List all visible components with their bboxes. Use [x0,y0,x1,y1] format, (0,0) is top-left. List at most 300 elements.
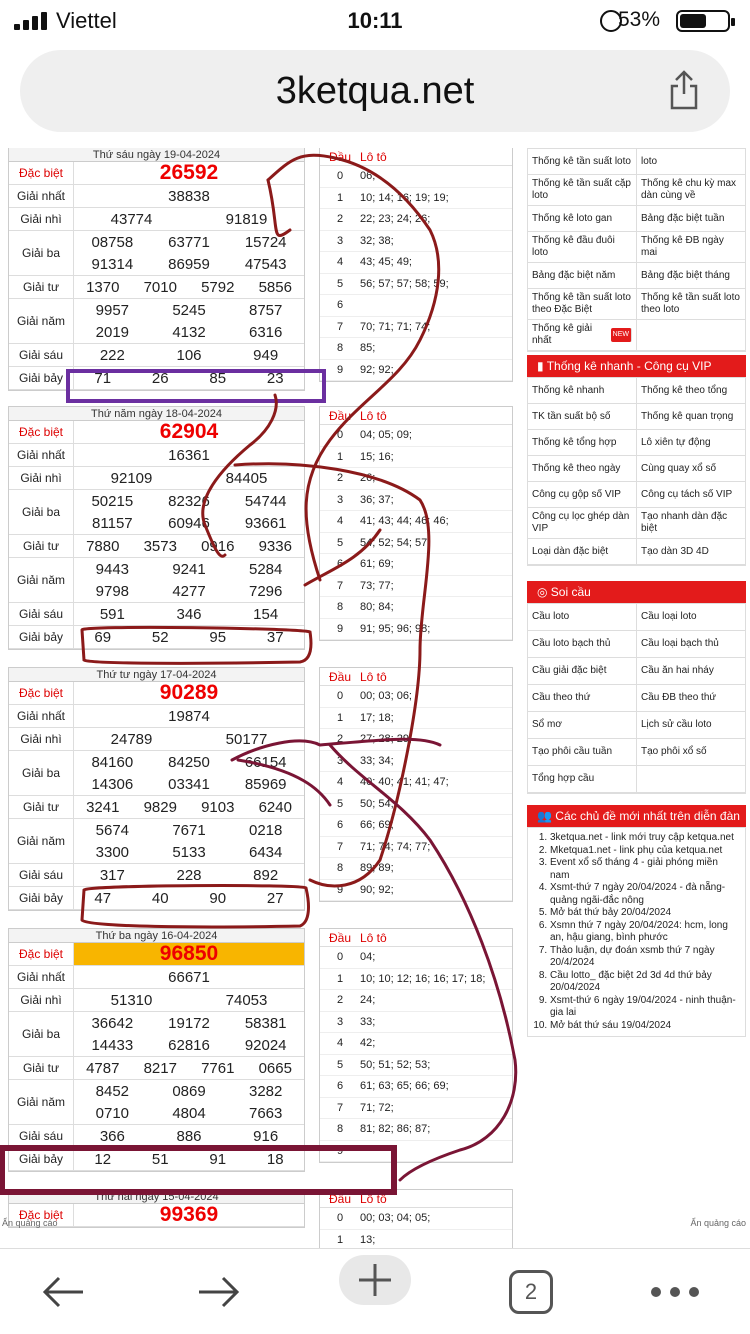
loto-row [320,511,512,533]
tabs-count: 2 [509,1270,553,1314]
loto-values: 36; 37; [360,493,394,506]
sidebar-link[interactable]: Cùng quay xổ số [641,462,717,474]
sidebar-link[interactable]: Cầu theo thứ [528,685,637,711]
vip-link-grid [527,377,746,566]
sidebar-link[interactable]: Thống kê tần suất loto theo loto [641,292,740,315]
loto-row [320,360,512,382]
prize-number: 66154 [244,753,287,771]
loto-row [320,597,512,619]
loto-values: 66; 69; [360,819,394,832]
result-date: Thứ năm ngày 18-04-2024 [9,407,304,421]
prize-number: 90 [209,889,227,907]
dau-digit: 9 [336,622,344,635]
dau-digit: 5 [336,277,344,290]
prize-label: Giải nhì [9,208,74,230]
prize-number: 19172 [168,1014,210,1032]
dau-digit: 6 [336,299,344,312]
prize-row [9,1125,304,1148]
prize-number: 85969 [244,775,287,793]
prize-row [9,819,304,864]
prize-row [9,796,304,819]
loto-row [320,1055,512,1077]
forum-topic[interactable]: 8. Cầu lotto_ đặc biệt 2d 3d 4d thứ bảy 20/04/2024 [550,970,739,995]
prize-number: 91819 [225,210,268,228]
prize-number: 51310 [110,991,153,1009]
sidebar-link[interactable]: Lô xiên tự động [641,436,711,448]
prize-number: 7880 [86,537,120,555]
loto-values: 00; 03; 06; [360,690,412,703]
prize-number: 366 [99,1127,125,1145]
prize-number: 9798 [95,582,130,600]
prize-label: Giải nhì [9,467,74,489]
loto-values: 22; 23; 24; 26; [360,213,431,226]
sidebar-link[interactable]: Thống kê tần suất loto theo Đặc Biệt [528,289,637,319]
loto-values: 27; 28; 29; [360,733,412,746]
prize-number: 96850 [159,942,219,965]
prize-number: 317 [99,866,125,884]
prize-number: 9443 [95,560,130,578]
loto-values: 91; 95; 96; 98; [360,622,431,635]
sidebar-link[interactable]: Cầu ĐB theo thứ [641,692,717,703]
loto-row [320,274,512,296]
sidebar-link[interactable]: Cầu loại bạch thủ [641,638,719,649]
loto-row [320,554,512,576]
dau-digit: 5 [336,1058,344,1071]
prize-number: 51 [151,1150,169,1168]
sidebar-link[interactable]: Tạo dàn 3D 4D [641,545,709,557]
prize-number: 5284 [248,560,283,578]
prize-number: 38838 [168,187,210,205]
prize-number: 03341 [168,775,210,793]
loto-row [320,468,512,490]
prize-row [9,162,304,185]
sidebar-link[interactable]: Cầu ăn hai nháy [641,665,714,676]
prize-row [9,989,304,1012]
sidebar-link[interactable]: Bảng đặc biệt năm [528,263,637,288]
forum-topic[interactable]: 4. Xsmt-thứ 7 ngày 20/04/2024 - đà nẵng-quảng ngãi-đắc nông [550,882,739,907]
prize-number: 0710 [95,1104,130,1122]
prize-number: 154 [253,605,279,623]
prize-label: Giải năm [9,299,74,343]
loto-row [320,969,512,991]
prize-number: 4804 [172,1104,206,1122]
prize-number: 74053 [225,991,268,1009]
sidebar-link[interactable]: Thống kê ĐB ngày mai [641,235,724,258]
forum-topic[interactable]: 1. 3ketqua.net - link mới truy cập ketqua.net [550,832,739,845]
sidebar-link[interactable]: Tạo phôi cầu tuần [528,739,637,765]
loto-row [320,619,512,641]
sidebar-link[interactable]: Thống kê theo ngày [528,456,637,481]
prize-label: Giải bảy [9,626,74,648]
forum-topic[interactable]: 5. Mở bát thứ bảy 20/04/2024 [550,907,739,920]
back-button[interactable] [38,1267,88,1317]
prize-number: 2019 [95,323,130,341]
dau-digit: 2 [336,472,344,485]
prize-number: 93661 [244,514,287,532]
sidebar-link[interactable]: Cầu giải đặc biệt [528,658,637,684]
dau-digit: 4 [336,515,344,528]
prize-number: 62816 [168,1036,210,1054]
dau-digit: 2 [336,213,344,226]
prize-row [9,1148,304,1171]
loto-table [319,148,513,382]
dau-digit: 3 [336,234,344,247]
dau-digit: 4 [336,1037,344,1050]
loto-values: 15; 16; [360,450,394,463]
new-tab-button[interactable] [339,1255,411,1305]
dau-digit: 0 [336,951,344,964]
dau-digit: 7 [336,320,344,333]
prize-label: Giải ba [9,490,74,534]
loto-values: 04; [360,951,376,964]
sidebar-link[interactable]: Thống kê loto gan [528,206,637,231]
sidebar-link[interactable]: Thống kê theo tổng [641,384,728,396]
loto-header: Lô tô [360,670,387,684]
dau-digit: 9 [336,363,344,376]
prize-row [9,943,304,966]
loto-row [320,1230,512,1249]
prize-number: 40 [151,889,169,907]
dau-header: Đầu [328,670,351,684]
url-text: 3ketqua.net [275,70,475,112]
prize-row [9,1012,304,1057]
arrow-left-icon [39,1272,87,1312]
result-table [8,928,305,1172]
loto-row [320,252,512,274]
loto-values: 33; [360,1015,376,1028]
prize-row [9,208,304,231]
prize-number: 4787 [86,1059,120,1077]
loto-values: 32; 38; [360,234,394,247]
sidebar-link[interactable]: TK tần suất bộ số [528,404,637,429]
loto-row [320,425,512,447]
prize-number: 47543 [244,255,287,273]
prize-number: 6240 [258,798,292,816]
prize-number: 8452 [95,1082,130,1100]
prize-number: 82326 [168,492,210,510]
sidebar-link[interactable]: Bảng đặc biệt tuần [641,212,725,224]
sidebar-link[interactable]: Cầu loto bạch thủ [528,631,637,657]
forum-section-title: 👥 Các chủ đề mới nhất trên diễn đàn [527,805,746,827]
prize-row [9,444,304,467]
prize-number: 6434 [248,843,283,861]
address-bar[interactable] [20,50,730,132]
dau-digit: 9 [336,883,344,896]
dau-digit: 7 [336,1101,344,1114]
sidebar-link[interactable]: Thống kê giải nhất NEW [528,320,637,350]
loto-row [320,338,512,360]
prize-number: 9103 [201,798,235,816]
stats-link-grid [527,148,746,352]
loto-row [320,947,512,969]
prize-number: 92109 [110,469,153,487]
sidebar-link[interactable]: Thống kê nhanh [528,378,637,403]
loto-values: 04; 05; 09; [360,429,412,442]
prize-number: 0869 [172,1082,206,1100]
prize-number: 346 [176,605,202,623]
loto-values: 71; 72; [360,1101,394,1114]
prize-row [9,751,304,796]
loto-row [320,772,512,794]
forum-topic[interactable]: 7. Thảo luận, dự đoán xsmb thứ 7 ngày 20/4/2024 [550,945,739,970]
dau-digit: 6 [336,819,344,832]
sidebar-link[interactable] [637,766,745,792]
sidebar-link[interactable]: loto [641,155,658,167]
prize-row [9,344,304,367]
prize-label: Giải năm [9,1080,74,1124]
dau-digit: 4 [336,256,344,269]
more-button[interactable] [645,1267,705,1317]
loto-header: Lô tô [360,409,387,423]
sidebar-link[interactable]: Thống kê chu kỳ max dàn cùng về [641,178,737,201]
forum-topic[interactable]: 9. Xsmt-thứ 6 ngày 19/04/2024 - ninh thuận-gia lai [550,995,739,1020]
hide-ad-right[interactable]: Ẩn quảng cáo [690,1218,746,1228]
prize-number: 91 [209,1150,227,1168]
prize-number: 7296 [248,582,283,600]
loto-values: 50; 51; 52; 53; [360,1058,431,1071]
loto-values: 06; [360,170,376,183]
loto-row [320,1076,512,1098]
sidebar-link[interactable] [637,320,745,350]
prize-number: 949 [253,346,279,364]
prize-number: 90289 [159,681,219,704]
loto-row [320,880,512,902]
result-date: Thứ ba ngày 16-04-2024 [9,929,304,943]
battery-percent: 53% [617,8,660,31]
prize-row [9,299,304,344]
prize-row [9,490,304,535]
forum-topic[interactable]: 2. Mketqua1.net - link phụ của ketqua.net [550,845,739,858]
prize-number: 7663 [248,1104,283,1122]
dau-digit: 8 [336,862,344,875]
prize-row [9,367,304,390]
prize-number: 66671 [168,968,210,986]
prize-label: Đặc biệt [9,421,74,443]
sidebar-link[interactable]: Công cụ lọc ghép dàn VIP [528,508,637,538]
dau-digit: 1 [336,972,344,985]
sidebar-link[interactable]: Thống kê tổng hợp [528,430,637,455]
dau-digit: 7 [336,840,344,853]
sidebar-link[interactable]: Thống kê tần suất loto [528,149,637,174]
loto-row [320,490,512,512]
prize-number: 26 [151,369,169,387]
prize-number: 37 [266,628,284,646]
loto-values: 33; 34; [360,754,394,767]
prize-number: 26592 [159,161,219,184]
loto-row [320,858,512,880]
prize-row [9,1057,304,1080]
status-bar [0,0,750,44]
prize-label: Giải sáu [9,864,74,886]
loto-values: 81; 82; 86; 87; [360,1123,431,1136]
loto-row [320,686,512,708]
loto-values: 71; 74; 74; 77; [360,840,431,853]
prize-label: Đặc biệt [9,943,74,965]
prize-number: 14306 [91,775,134,793]
new-badge: NEW [611,328,632,342]
sidebar-link[interactable]: Thống kê đầu đuôi loto [528,232,637,262]
prize-number: 7671 [172,821,206,839]
loto-values: 26; [360,472,376,485]
sidebar-link[interactable]: Loại dàn đặc biệt [528,539,637,564]
dau-digit: 3 [336,493,344,506]
browser-toolbar [0,1248,750,1334]
sidebar-link[interactable]: Công cụ gộp số VIP [528,482,637,507]
prize-row [9,535,304,558]
dau-digit: 6 [336,1080,344,1093]
sidebar-link[interactable]: Sổ mơ [528,712,637,738]
loto-values: 13; [360,1233,376,1246]
loto-row [320,837,512,859]
sidebar-link[interactable]: Bảng đặc biệt tháng [641,269,730,281]
forum-topic[interactable]: 3. Event xổ số tháng 4 - giải phóng miền nam [550,857,739,882]
sidebar-link[interactable]: Cầu loto [528,604,637,630]
prize-number: 43774 [110,210,153,228]
dau-digit: 3 [336,1015,344,1028]
forum-topic[interactable]: 6. Xsmn thứ 7 ngày 20/04/2024: hcm, long an, hậu giang, bình phước [550,920,739,945]
loto-values: 56; 57; 57; 58; 59; [360,277,449,290]
battery-icon [676,10,730,32]
prize-label: Giải nhất [9,185,74,207]
loto-values: 24; [360,994,376,1007]
loto-row [320,533,512,555]
dau-digit: 1 [336,450,344,463]
prize-row [9,626,304,649]
loto-row [320,794,512,816]
soicau-link-grid [527,603,746,794]
prize-number: 54744 [244,492,287,510]
prize-label: Giải tư [9,535,74,557]
loto-row [320,751,512,773]
prize-label: Giải bảy [9,887,74,909]
loto-values: 61; 69; [360,558,394,571]
loto-values: 90; 92; [360,883,394,896]
sidebar-vip [527,355,746,566]
loto-row [320,815,512,837]
prize-number: 99369 [159,1203,219,1226]
loto-header: Lô tô [360,931,387,945]
loto-values: 73; 77; [360,579,394,592]
loto-values: 41; 43; 44; 46; 46; [360,515,449,528]
prize-number: 86959 [168,255,210,273]
prize-number: 4277 [172,582,206,600]
loto-values: 80; 84; [360,601,394,614]
dau-digit: 4 [336,776,344,789]
prize-number: 69 [94,628,112,646]
sidebar-forum [527,805,746,1037]
dau-digit: 2 [336,733,344,746]
result-date: Thứ hai ngày 15-04-2024 [9,1190,304,1204]
forum-topic[interactable]: 10. Mở bát thứ sáu 19/04/2024 [550,1020,739,1033]
loto-values: 00; 03; 04; 05; [360,1212,431,1225]
dau-header: Đầu [328,1192,351,1206]
prize-label: Giải nhất [9,444,74,466]
prize-row [9,705,304,728]
hide-ad-left[interactable]: Ẩn quảng cáo [2,1218,58,1228]
prize-number: 228 [176,866,202,884]
carrier-name: Viettel [56,8,117,33]
prize-number: 5674 [95,821,130,839]
prize-number: 3573 [143,537,177,555]
prize-number: 92024 [244,1036,287,1054]
dau-header: Đầu [328,931,351,945]
dau-digit: 6 [336,558,344,571]
prize-label: Giải năm [9,819,74,863]
prize-number: 15724 [244,233,287,251]
tabs-button[interactable] [506,1267,556,1317]
prize-number: 84405 [225,469,268,487]
sidebar-link[interactable]: Công cụ tách số VIP [641,488,733,500]
forward-button[interactable] [194,1267,244,1317]
loto-values: 10; 10; 12; 16; 16; 17; 18; [360,972,486,985]
sidebar-link[interactable]: Thống kê quan trọng [641,410,734,422]
dau-digit: 0 [336,170,344,183]
prize-label: Giải nhì [9,989,74,1011]
prize-number: 9957 [95,301,130,319]
prize-number: 3300 [95,843,130,861]
prize-number: 6316 [248,323,283,341]
dau-digit: 7 [336,579,344,592]
loto-table [319,406,513,641]
prize-number: 3282 [248,1082,283,1100]
dau-header: Đầu [328,409,351,423]
loto-table [319,667,513,902]
loto-row [320,1012,512,1034]
prize-number: 1370 [86,278,120,296]
sidebar-link[interactable]: Lịch sử cầu loto [641,719,712,730]
dau-digit: 1 [336,1233,344,1246]
prize-number: 52 [151,628,169,646]
dau-digit: 5 [336,797,344,810]
loto-values: 92; 92; [360,363,394,376]
sidebar-link[interactable]: Tổng hợp cầu [528,766,637,792]
sidebar-link[interactable]: Tạo phôi xổ số [641,746,707,757]
loto-row [320,1208,512,1230]
loto-table [319,928,513,1163]
web-content[interactable] [0,148,750,1248]
sidebar-link[interactable]: Thống kê tần suất cặp loto [528,175,637,205]
prize-number: 916 [253,1127,279,1145]
loto-row [320,295,512,317]
prize-row [9,1080,304,1125]
result-date: Thứ tư ngày 17-04-2024 [9,668,304,682]
dau-digit: 8 [336,1123,344,1136]
prize-row [9,966,304,989]
loto-row [320,1098,512,1120]
prize-number: 5856 [258,278,292,296]
loto-values: 42; [360,1037,376,1050]
loto-values: 40; 40; 41; 41; 47; [360,776,449,789]
sidebar-link[interactable]: Cầu loại loto [641,611,697,622]
prize-label: Đặc biệt [9,162,74,184]
prize-label: Đặc biệt [9,682,74,704]
prize-row [9,276,304,299]
sidebar-link[interactable]: Tạo nhanh dàn đặc biệt [641,511,728,534]
prize-number: 0218 [248,821,283,839]
share-icon[interactable] [668,70,700,110]
prize-label: Giải ba [9,231,74,275]
loto-row [320,1119,512,1141]
prize-row [9,603,304,626]
prize-label: Giải nhất [9,966,74,988]
prize-label: Giải bảy [9,1148,74,1170]
prize-number: 5245 [172,301,206,319]
loto-row [320,188,512,210]
prize-number: 8217 [143,1059,177,1077]
prize-row [9,728,304,751]
loto-row [320,317,512,339]
prize-number: 60946 [168,514,210,532]
